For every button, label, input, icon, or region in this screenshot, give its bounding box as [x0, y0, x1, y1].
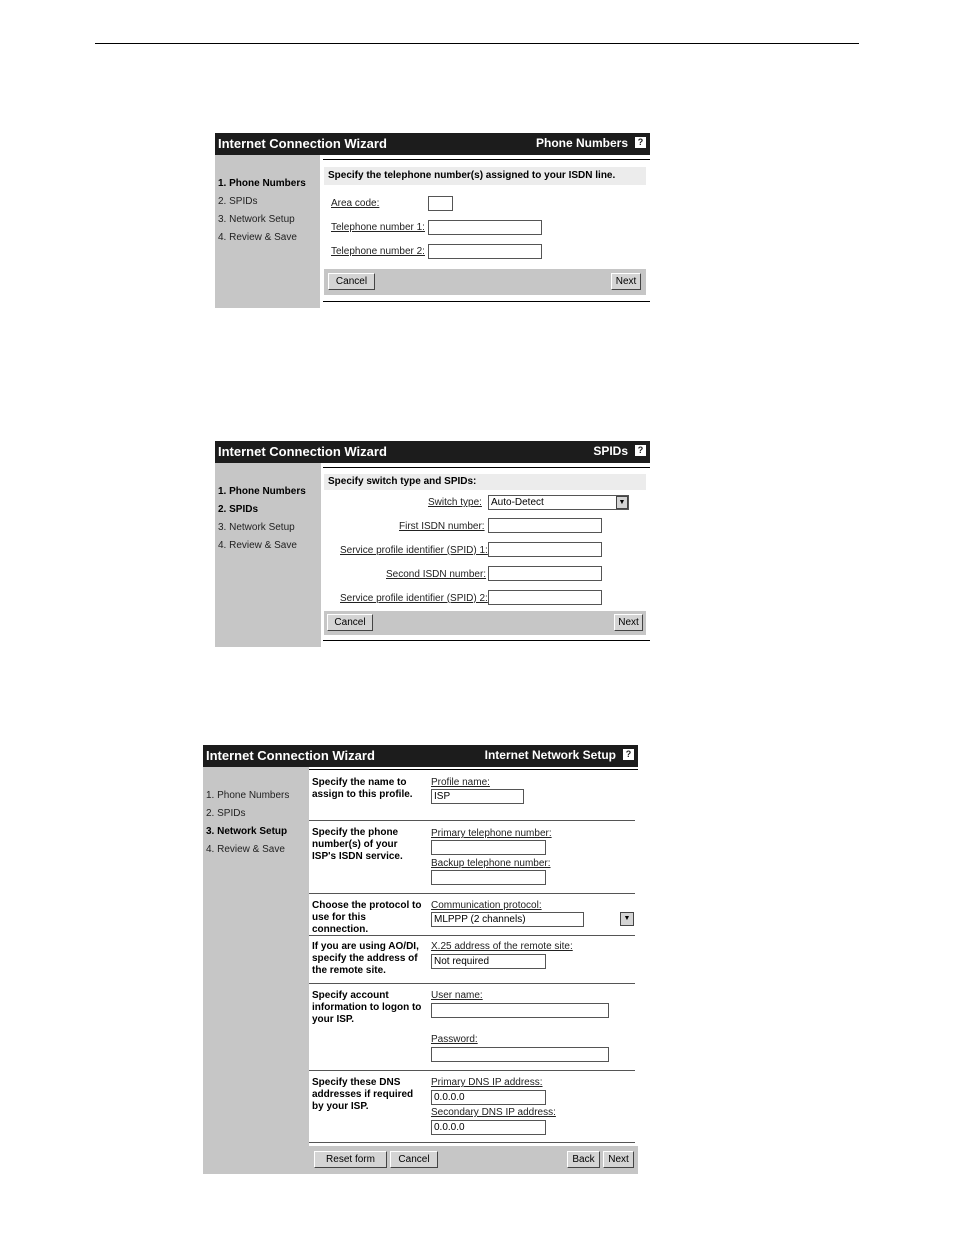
telephone-number-2-input[interactable]	[428, 244, 542, 259]
sidebar-item-phone-numbers: 1. Phone Numbers	[218, 486, 306, 497]
wizard-title: Internet Connection Wizard	[206, 748, 375, 763]
step-sidebar	[215, 155, 320, 308]
x25-description: If you are using AO/DI, specify the address of the remote site.	[312, 941, 419, 976]
button-bar	[309, 1146, 638, 1174]
section-header: Specify the telephone number(s) assigned to your ISDN line.	[324, 167, 646, 185]
backup-telephone-label: Backup telephone number:	[431, 858, 551, 869]
next-button[interactable]: Next	[611, 273, 641, 290]
switch-type-label: Switch type:	[428, 497, 482, 508]
spid2-label: Service profile identifier (SPID) 2:	[340, 593, 488, 604]
section-divider	[309, 820, 635, 821]
switch-type-value: Auto-Detect	[491, 497, 544, 508]
section-header: Specify switch type and SPIDs:	[324, 474, 646, 490]
section-divider	[309, 1142, 635, 1143]
communication-protocol-select[interactable]: MLPPP (2 channels)	[431, 912, 584, 927]
password-input[interactable]	[431, 1047, 609, 1062]
sidebar-item-network-setup: 3. Network Setup	[218, 214, 295, 225]
spid1-input[interactable]	[488, 542, 602, 557]
first-isdn-label: First ISDN number:	[399, 521, 485, 532]
wizard-spids	[215, 441, 650, 647]
page-title: Phone Numbers	[535, 136, 628, 150]
section-divider	[309, 893, 635, 894]
primary-telephone-input[interactable]	[431, 840, 546, 855]
sidebar-item-network-setup: 3. Network Setup	[206, 826, 288, 837]
header-rule	[323, 467, 650, 468]
telephone-number-1-label: Telephone number 1:	[331, 222, 425, 233]
footer-rule	[323, 640, 650, 641]
wizard-title: Internet Connection Wizard	[218, 136, 387, 151]
area-code-label: Area code:	[331, 198, 380, 209]
password-label: Password:	[431, 1034, 478, 1045]
back-button[interactable]: Back	[567, 1151, 600, 1168]
primary-telephone-label: Primary telephone number:	[431, 828, 552, 839]
sidebar-item-spids: 2. SPIDs	[218, 196, 258, 207]
help-icon[interactable]: ?	[623, 749, 634, 760]
section-divider	[309, 1070, 635, 1071]
dns-description: Specify these DNS addresses if required by your ISP.	[312, 1077, 414, 1112]
page-title: SPIDs	[593, 444, 628, 458]
telephone-number-1-input[interactable]	[428, 220, 542, 235]
backup-telephone-input[interactable]	[431, 870, 546, 885]
page-title: Internet Network Setup	[484, 748, 616, 762]
chevron-down-icon[interactable]: ▼	[620, 912, 634, 926]
phone-description: Specify the phone number(s) of your ISP's ISDN service.	[312, 827, 403, 862]
page-top-rule	[95, 43, 859, 44]
step-sidebar	[215, 463, 321, 647]
wizard-title: Internet Connection Wizard	[218, 444, 387, 459]
step-sidebar	[203, 767, 309, 1174]
profile-name-input[interactable]: ISP	[431, 789, 524, 804]
user-name-input[interactable]	[431, 1003, 609, 1018]
primary-dns-input[interactable]: 0.0.0.0	[431, 1090, 546, 1105]
help-icon[interactable]: ?	[635, 445, 646, 456]
account-description: Specify account information to logon to your ISP.	[312, 990, 422, 1025]
sidebar-item-review-save: 4. Review & Save	[218, 540, 297, 551]
reset-form-button[interactable]: Reset form	[314, 1151, 387, 1168]
second-isdn-input[interactable]	[488, 566, 602, 581]
first-isdn-input[interactable]	[488, 518, 602, 533]
section-divider	[309, 983, 635, 984]
sidebar-item-spids: 2. SPIDs	[218, 504, 259, 515]
spid1-label: Service profile identifier (SPID) 1:	[340, 545, 488, 556]
sidebar-item-phone-numbers: 1. Phone Numbers	[206, 790, 290, 801]
title-bar	[215, 441, 650, 463]
sidebar-item-spids: 2. SPIDs	[206, 808, 246, 819]
header-rule	[309, 769, 638, 770]
wizard-phone-numbers	[215, 133, 650, 308]
second-isdn-label: Second ISDN number:	[386, 569, 487, 580]
chevron-down-icon[interactable]: ▼	[616, 496, 628, 509]
communication-protocol-label: Communication protocol:	[431, 900, 542, 911]
profile-name-label: Profile name:	[431, 777, 490, 788]
user-name-label: User name:	[431, 990, 483, 1001]
primary-dns-label: Primary DNS IP address:	[431, 1077, 543, 1088]
switch-type-select[interactable]	[488, 495, 629, 510]
title-bar	[203, 745, 638, 767]
section-divider	[309, 935, 635, 936]
cancel-button[interactable]: Cancel	[328, 273, 375, 290]
sidebar-item-review-save: 4. Review & Save	[218, 232, 297, 243]
sidebar-item-review-save: 4. Review & Save	[206, 844, 285, 855]
next-button[interactable]: Next	[614, 614, 643, 631]
button-bar	[324, 269, 646, 295]
secondary-dns-label: Secondary DNS IP address:	[431, 1107, 556, 1118]
x25-address-input[interactable]: Not required	[431, 954, 546, 969]
footer-rule	[323, 301, 650, 302]
wizard-network-setup	[203, 745, 638, 1174]
spid2-input[interactable]	[488, 590, 602, 605]
cancel-button[interactable]: Cancel	[390, 1151, 438, 1168]
area-code-input[interactable]	[428, 196, 453, 211]
next-button[interactable]: Next	[603, 1151, 634, 1168]
button-bar	[324, 611, 646, 635]
protocol-description: Choose the protocol to use for this connection.	[312, 900, 422, 935]
telephone-number-2-label: Telephone number 2:	[331, 246, 425, 257]
profile-description: Specify the name to assign to this profile.	[312, 777, 413, 800]
title-bar	[215, 133, 650, 155]
sidebar-item-network-setup: 3. Network Setup	[218, 522, 295, 533]
help-icon[interactable]: ?	[635, 137, 646, 148]
x25-address-label: X.25 address of the remote site:	[431, 941, 573, 952]
secondary-dns-input[interactable]: 0.0.0.0	[431, 1120, 546, 1135]
sidebar-item-phone-numbers: 1. Phone Numbers	[218, 178, 306, 189]
header-rule	[323, 159, 650, 160]
cancel-button[interactable]: Cancel	[327, 614, 373, 631]
